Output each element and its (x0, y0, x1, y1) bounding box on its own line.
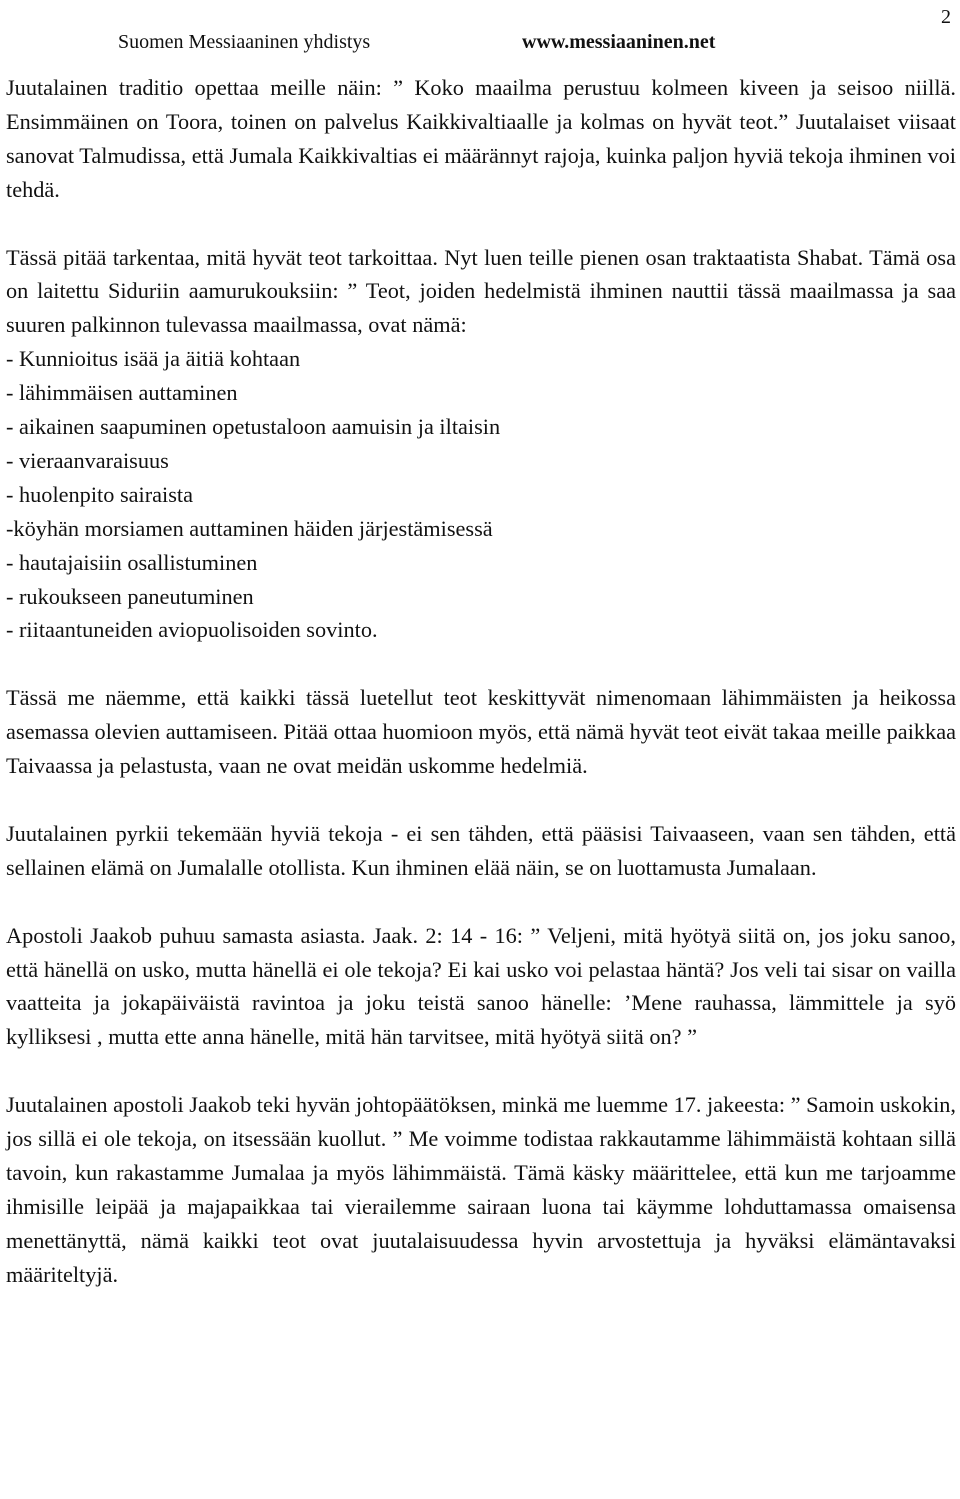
paragraph-conclusion: Juutalainen apostoli Jaakob teki hyvän johtopäätöksen, minkä me luemme 17. jakeesta: ” Samoin uskokin, jos sillä ei ole tekoja, on itsessään kuollut. ” Me voimme todistaa rakkautamme lähimmäistä kohtaan sillä tavoin, kun rakastamme Jumalaa ja myös lähimmäistä. Tämä käsky määrittelee, että kun me tarjoamme ihmisille leipää ja majapaikkaa tai vierailemme sairaan luona tai käymme lohduttamassa omaisensa menettänyttä, nämä kaikki teot ovat juutalaisuudessa hyvin arvostettuja ja hyväksi elämäntavaksi määriteltyjä. (6, 1092, 956, 1287)
list-item: - Kunnioitus isää ja äitiä kohtaan (6, 346, 301, 372)
header-url: www.messiaaninen.net (522, 31, 716, 53)
document-page (6, 0, 956, 1499)
list-item: - aikainen saapuminen opetustaloon aamuisin ja iltaisin (6, 414, 501, 440)
paragraph-shabat-intro: Tässä pitää tarkentaa, mitä hyvät teot tarkoittaa. Nyt luen teille pienen osan traktaatista Shabat. Tämä osa on laitettu Siduriin aamurukouksiin: ” Teot, joiden hedelmistä ihminen nauttii tässä maailmassa ja saa suuren palkinnon tulevassa maailmassa, ovat nämä: (6, 244, 956, 338)
deeds-list (6, 342, 956, 647)
document-body (6, 71, 956, 1292)
list-item: - huolenpito sairaista (6, 481, 193, 507)
list-item: - vieraanvaraisuus (6, 447, 169, 473)
list-item: - riitaantuneiden aviopuolisoiden sovinto. (6, 617, 378, 643)
list-item: - rukoukseen paneutuminen (6, 583, 254, 609)
page-header (118, 27, 956, 57)
header-organization: Suomen Messiaaninen yhdistys (118, 31, 371, 53)
paragraph-apostle-james: Apostoli Jaakob puhuu samasta asiasta. Jaak. 2: 14 - 16: ” Veljeni, mitä hyötyä siitä on, jos joku sanoo, että hänellä on usko, mutta hänellä ei ole tekoja? Ei kai usko voi pelastaa häntä? Jos veli tai sisar on vailla vaatteita ja jokapäiväistä ravintoa ja joku teistä sanoo hänelle: ’Mene rauhassa, lämmittele ja syö kylliksesi , mutta ette anna hänelle, mitä hän tarvitsee, mitä hyötyä siitä on? ” (6, 922, 956, 1050)
paragraph-jewish-deeds: Juutalainen pyrkii tekemään hyviä tekoja - ei sen tähden, että pääsisi Taivaaseen, vaan sen tähden, että sellainen elämä on Jumalalle otollista. Kun ihminen elää näin, se on luottamusta Jumalaan. (6, 820, 956, 880)
list-item: - lähimmäisen auttaminen (6, 380, 238, 406)
page-number: 2 (941, 6, 951, 28)
paragraph-observation: Tässä me näemme, että kaikki tässä luetellut teot keskittyvät nimenomaan lähimmäisten ja heikossa asemassa olevien auttamiseen. Pitää ottaa huomioon myös, että nämä hyvät teot eivät takaa meille paikkaa Taivaassa ja pelastusta, vaan ne ovat meidän uskomme hedelmiä. (6, 685, 956, 779)
list-item: -köyhän morsiamen auttaminen häiden järjestämisessä (6, 515, 493, 541)
paragraph-tradition: Juutalainen traditio opettaa meille näin: ” Koko maailma perustuu kolmeen kiveen ja seisoo niillä. Ensimmäinen on Toora, toinen on palvelus Kaikkivaltiaalle ja kolmas on hyvät teot.” Juutalaiset viisaat sanovat Talmudissa, että Jumala Kaikkivaltias ei määrännyt rajoja, kuinka paljon hyviä tekoja ihminen voi tehdä. (6, 75, 956, 202)
shabat-excerpt (6, 241, 956, 648)
list-item: - hautajaisiin osallistuminen (6, 549, 258, 575)
